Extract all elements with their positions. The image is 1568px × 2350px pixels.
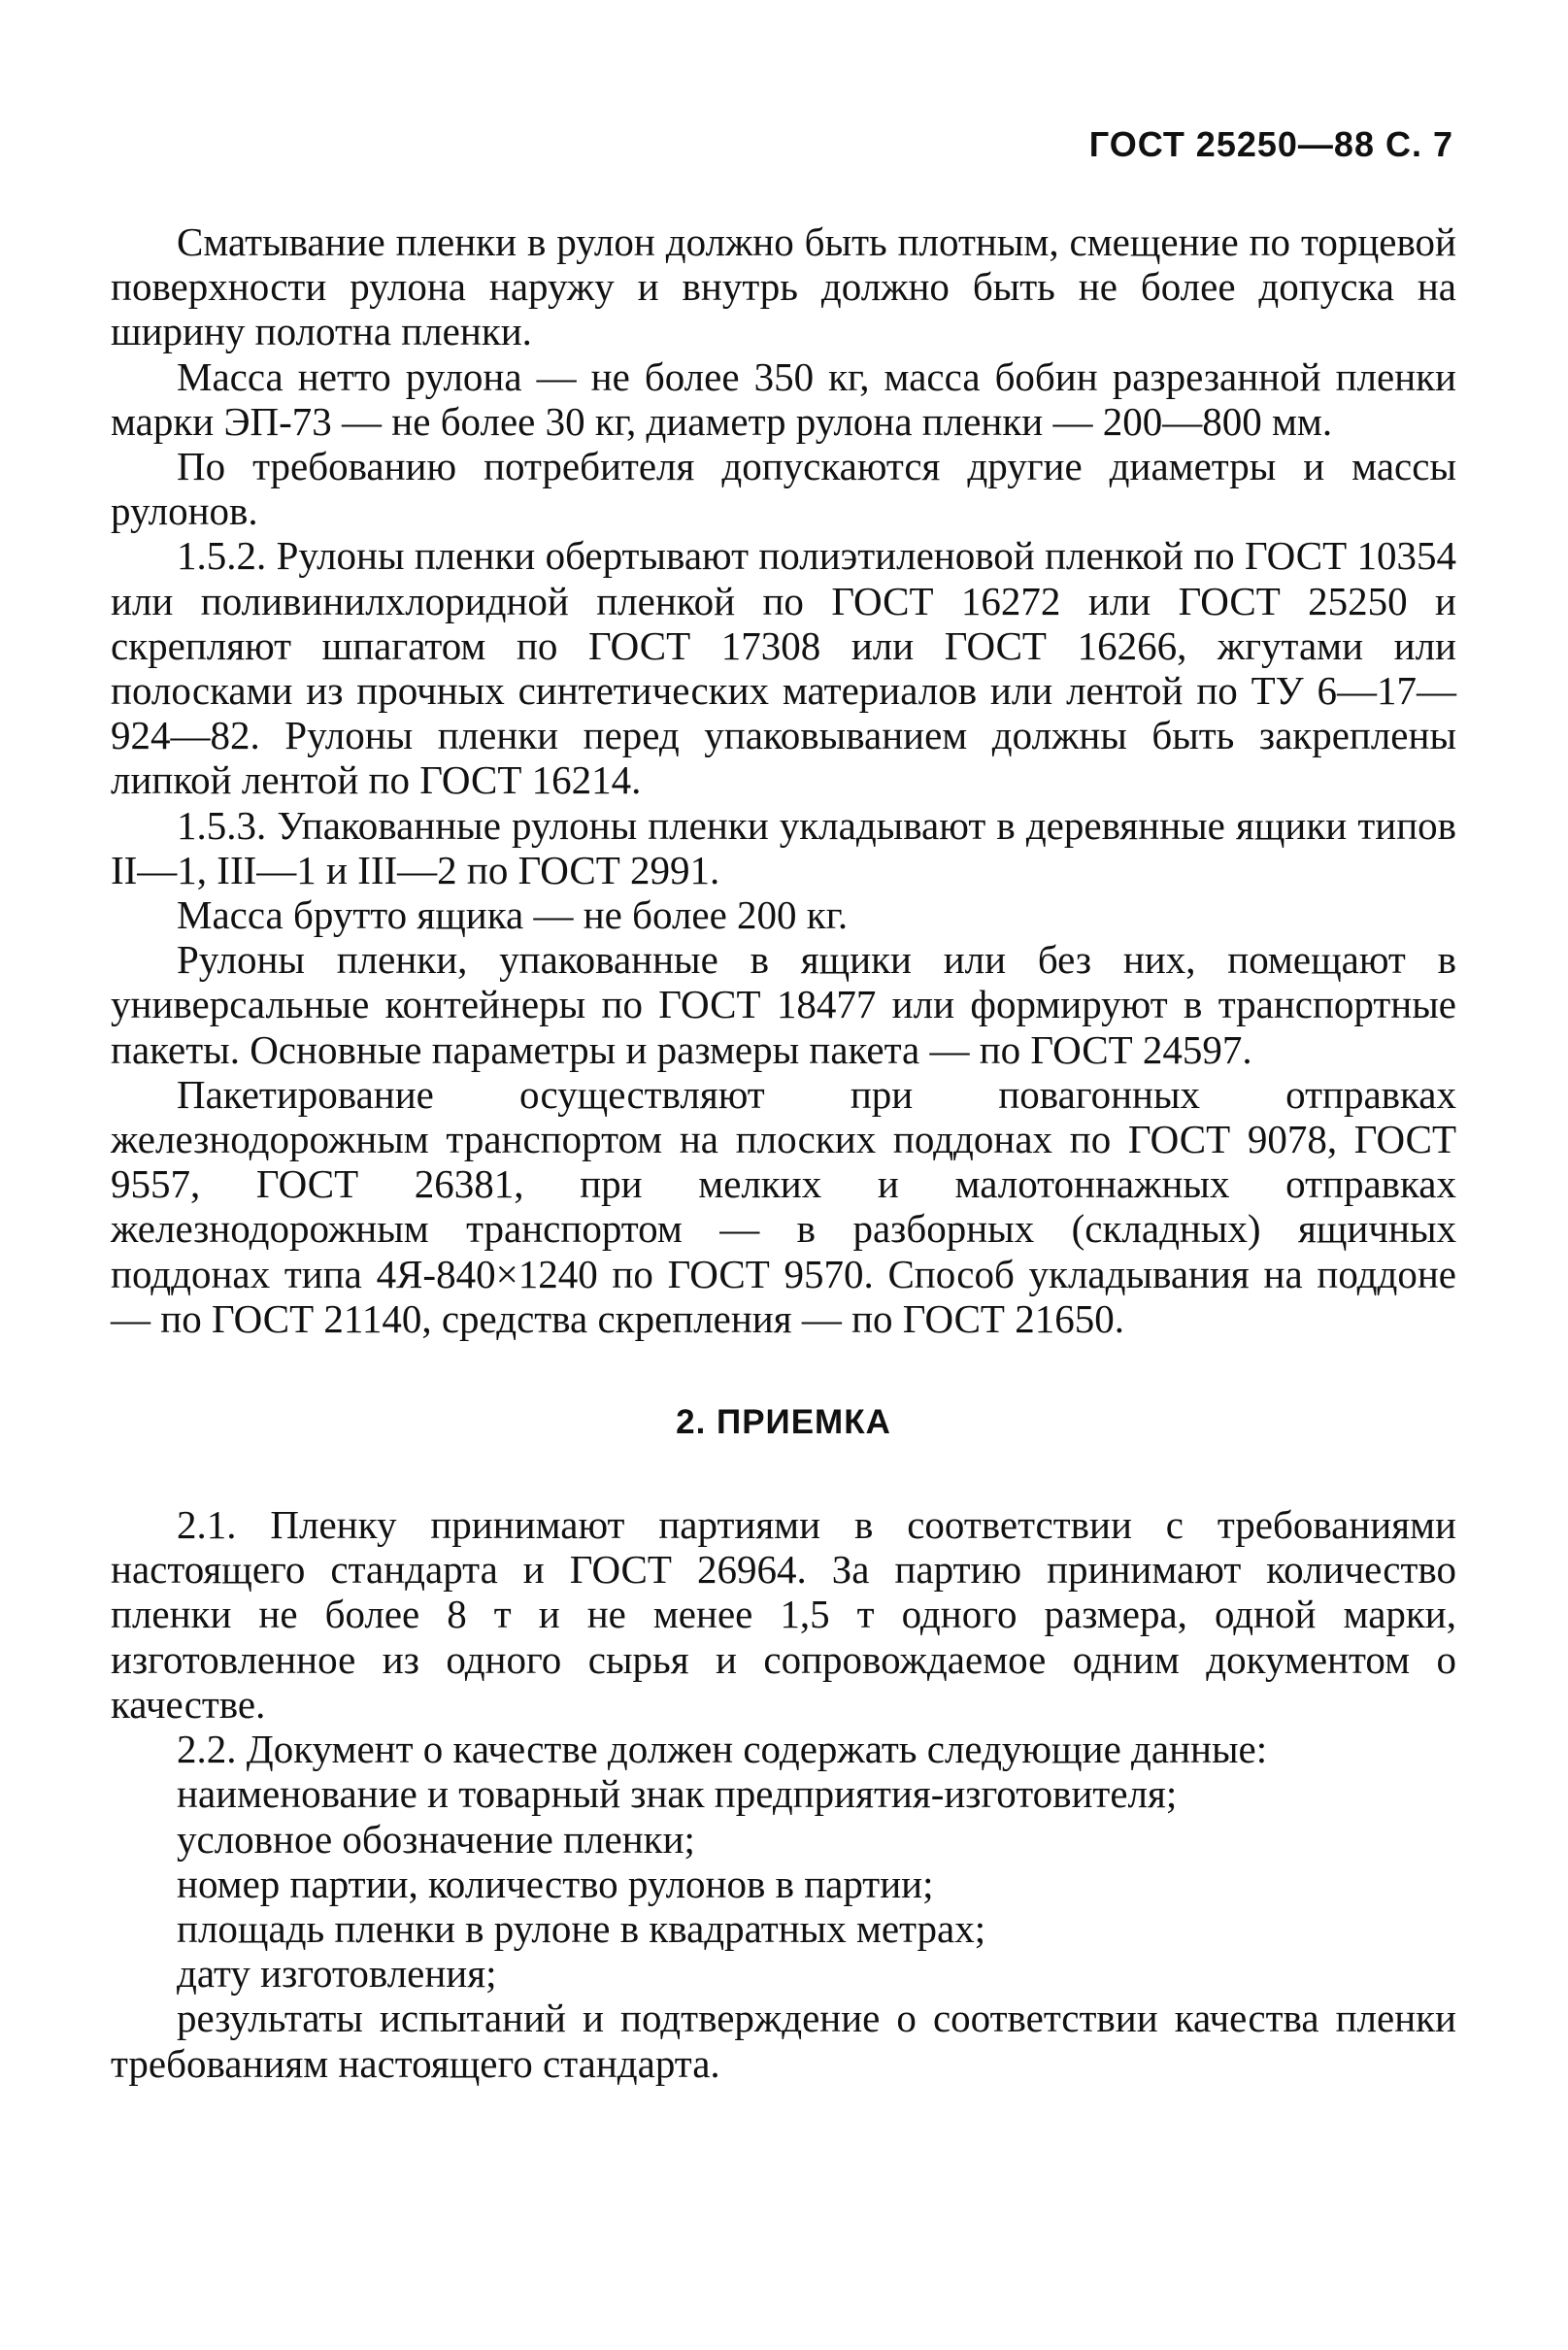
paragraph-2-1: 2.1. Пленку принимают партиями в соответствии с требованиями настоящего стандарта и ГОСТ 26964. За партию принимают количество пленки не более 8 т и не менее 1,5 т одного размера, одной марки, изготовленное из одного сырья и сопровождаемое одним документом о качестве.: [111, 1502, 1456, 1727]
paragraph-palletizing: Пакетирование осуществляют при повагонных отправках железнодорожным транспортом на плоских поддонах по ГОСТ 9078, ГОСТ 9557, ГОСТ 26381, при мелких и малотоннажных отправках железнодорожным транспортом — в разборных (складных) ящичных поддонах типа 4Я-840×1240 по ГОСТ 9570. Способ укладывания на поддоне — по ГОСТ 21140, средства скрепления — по ГОСТ 21650.: [111, 1071, 1456, 1341]
running-header: ГОСТ 25250—88 С. 7: [1088, 124, 1453, 164]
paragraph-roll-winding: Сматывание пленки в рулон должно быть плотным, смещение по торцевой поверхности рулона наружу и внутрь должно быть не более допуска на ширину полотна пленки.: [111, 219, 1456, 354]
paragraph-containers: Рулоны пленки, упакованные в ящики или без них, помещают в универсальные контейнеры по ГОСТ 18477 или формируют в транспортные пакеты. Основные параметры и размеры пакета — по ГОСТ 24597.: [111, 937, 1456, 1072]
list-item-manufacturer: наименование и товарный знак предприятия-изготовителя;: [177, 1771, 1178, 1817]
paragraph-net-mass: Масса нетто рулона — не более 350 кг, масса бобин разрезанной пленки марки ЭП-73 — не более 30 кг, диаметр рулона пленки — 200—800 мм.: [111, 353, 1456, 444]
section-heading: 2. ПРИЕМКА: [676, 1403, 891, 1442]
list-item-date: дату изготовления;: [177, 1951, 497, 1997]
paragraph-other-diameters: По требованию потребителя допускаются другие диаметры и массы рулонов.: [111, 444, 1456, 534]
page-body: [111, 219, 1456, 2086]
list-item-test-results: результаты испытаний и подтверждение о соответствии качества пленки требованиям настоящего стандарта.: [111, 1996, 1456, 2086]
paragraph-1-5-3: 1.5.3. Упакованные рулоны пленки укладывают в деревянные ящики типов II—1, III—1 и III—2 по ГОСТ 2991.: [111, 802, 1456, 892]
list-item-designation: условное обозначение пленки;: [177, 1816, 695, 1862]
paragraph-2-2: 2.2. Документ о качестве должен содержать следующие данные:: [177, 1727, 1268, 1772]
paragraph-gross-mass: Масса брутто ящика — не более 200 кг.: [177, 892, 849, 938]
list-item-area: площадь пленки в рулоне в квадратных метрах;: [177, 1905, 986, 1951]
list-item-batch-number: номер партии, количество рулонов в партии;: [177, 1861, 934, 1906]
paragraph-1-5-2: 1.5.2. Рулоны пленки обертывают полиэтиленовой пленкой по ГОСТ 10354 или поливинилхлоридной пленкой по ГОСТ 16272 или ГОСТ 25250 и скрепляют шпагатом по ГОСТ 17308 или ГОСТ 16266, жгутами или полосками из прочных синтетических материалов или лентой по ТУ 6—17—924—82. Рулоны пленки перед упаковыванием должны быть закреплены липкой лентой по ГОСТ 16214.: [111, 533, 1456, 803]
